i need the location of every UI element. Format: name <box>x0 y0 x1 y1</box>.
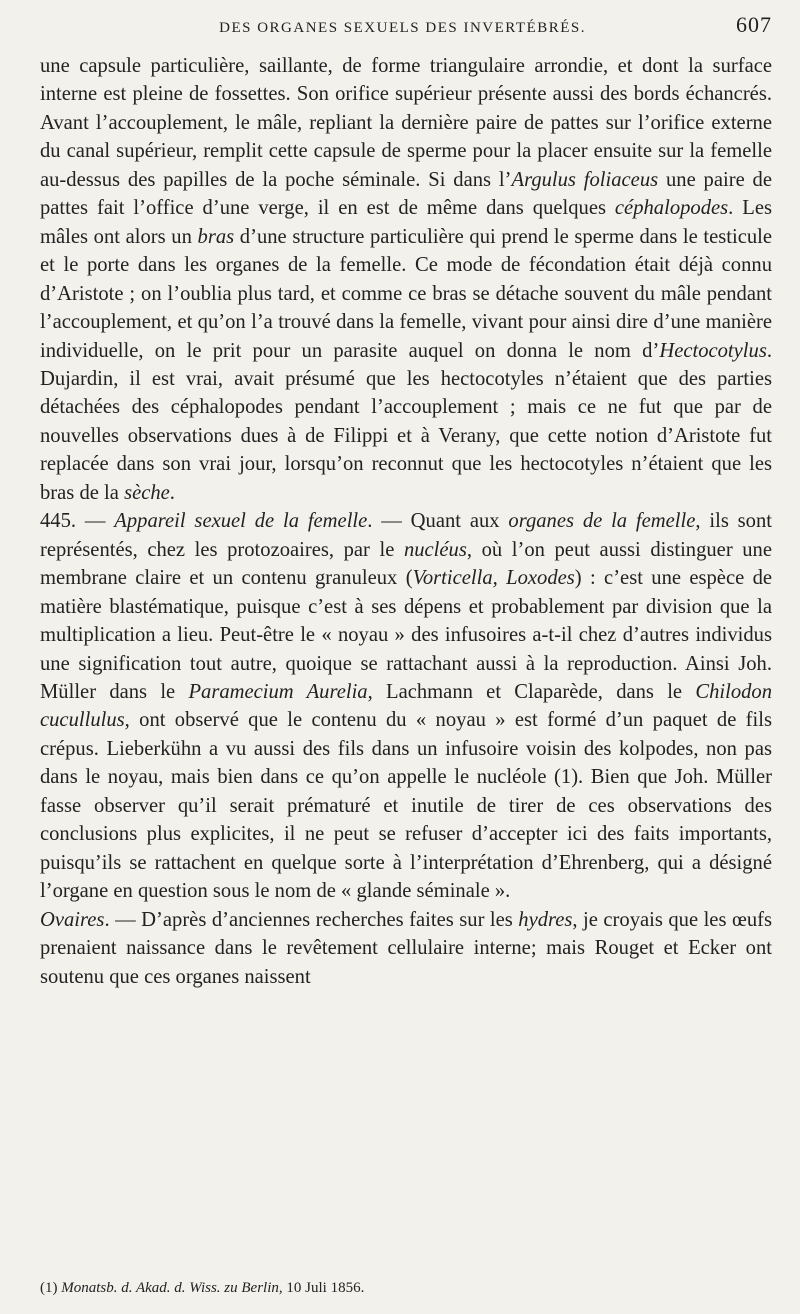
text-run: . — D’après d’anciennes recherches faites sur les <box>104 908 519 931</box>
running-title: DES ORGANES SEXUELS DES INVERTÉBRÉS. <box>219 20 586 36</box>
page-number: 607 <box>736 12 772 37</box>
italic-text: nucléus <box>403 538 467 561</box>
italic-text: Chilodon cucullulus <box>40 680 773 732</box>
footnote-number: (1) <box>40 1280 58 1296</box>
page-header <box>40 12 772 38</box>
text-run: . Dujardin, il est vrai, avait présumé que les hectocotyles n’étaient que des parties détachées des céphalopodes pendant l’accouplement ; mais ce ne fut que par de nouvelles observations dues à de Filippi et à Verany, que cette notion d’Aristote fut replacée dans son vrai jour, lorsqu’on reconnut que les hectocotyles n’étaient que les bras de la <box>40 339 772 504</box>
text-run: d’une structure particulière qui prend le sperme dans le testicule et le porte dans les organes de la femelle. Ce mode de fécondation était déjà connu d’Aristote ; on l’oublia plus tard, et comme ce bras se détache souvent du mâle pendant l’accouplement, et qu’on l’a trouvé dans la femelle, vivant pour ainsi dire d’une manière individuelle, on le prit pour un parasite auquel on donna le nom d’ <box>40 225 772 362</box>
italic-text: hydres <box>518 908 573 931</box>
text-run: , Lachmann et Claparède, dans le <box>367 680 696 703</box>
footnote <box>40 1280 772 1297</box>
text-run: une paire de pattes fait l’office d’une verge, il en est de même dans quelques <box>40 168 772 220</box>
italic-text: Ovaires <box>40 908 105 931</box>
italic-text: sèche <box>124 481 170 504</box>
italic-text: organes de la femelle <box>508 510 696 533</box>
text-run: une capsule particulière, saillante, de forme triangulaire arrondie, et dont la surface interne est pleine de fossettes. Son orifice supérieur présente aussi des bords échancrés. Avant l’accouplement, le mâle, repliant la dernière paire de pattes sur l’orifice externe du canal supérieur, remplit cette capsule de sperme pour la placer ensuite sur la femelle au-dessus des papilles de la poche séminale. Si dans l’ <box>40 55 772 191</box>
footnote-source: Monatsb. d. Akad. d. Wiss. zu Berlin, <box>61 1280 283 1296</box>
footnote-date: 10 Juli 1856. <box>286 1280 365 1296</box>
text-run: . <box>169 481 175 504</box>
italic-text: Vorticella, Loxodes <box>412 567 575 590</box>
text-run: , je croyais que les œufs prenaient naissance dans le revêtement cellulaire interne; mais Rouget et Ecker ont soutenu que ces organes naissent <box>40 908 772 988</box>
paragraph <box>40 507 772 905</box>
italic-text: Argulus foliaceus <box>511 168 659 191</box>
italic-text: Appareil sexuel de la femelle <box>114 510 368 533</box>
text-run: ) : c’est une espèce de matière blastématique, puisque c’est à ses dépens et probablement par division que la multiplication a lieu. Peut-être le « noyau » des infusoires a-t-il chez d’autres individus une signification tout autre, quoique se rattachant aussi à la reproduction. Ainsi Joh. Müller dans le <box>40 567 773 703</box>
italic-text: bras <box>197 225 235 248</box>
text-run: . — Quant aux <box>367 510 509 533</box>
italic-text: Paramecium Aurelia <box>188 680 368 703</box>
text-run: , où l’on peut aussi distinguer une membrane claire et un contenu granuleux ( <box>40 538 772 590</box>
italic-text: céphalopodes <box>614 197 729 220</box>
paragraph <box>40 52 772 507</box>
text-run: 445. — <box>40 510 115 533</box>
italic-text: Hectocotylus <box>659 339 767 362</box>
paragraph <box>40 906 772 991</box>
text-run: , ils sont représentés, chez les protozoaires, par le <box>40 510 772 561</box>
body-text <box>40 52 772 991</box>
text-run: , ont observé que le contenu du « noyau » est formé d’un paquet de fils crépus. Lieberkühn a vu aussi des fils dans un infusoire voisin des kolpodes, non pas dans le noyau, mais bien dans ce qu’on appelle le nucléole (1). Bien que Joh. Müller fasse observer qu’il serait prématuré et inutile de tirer de ces observations des conclusions plus explicites, il ne peut se refuser d’accepter ici des faits importants, puisqu’ils se rattachent en quelque sorte à l’interprétation d’Ehrenberg, qui a désigné l’organe en question sous le nom de « glande séminale ». <box>40 709 772 903</box>
text-run: . Les mâles ont alors un <box>40 197 773 248</box>
